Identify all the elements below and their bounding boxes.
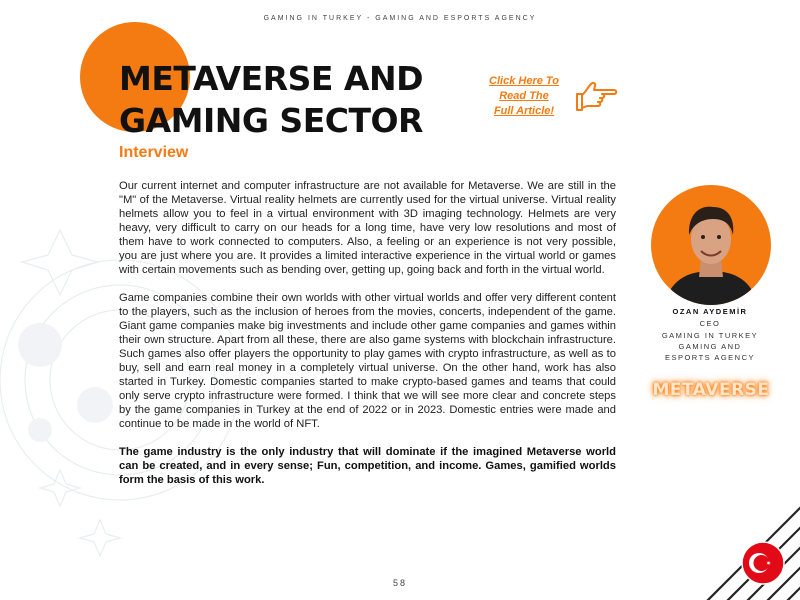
closing-paragraph: The game industry is the only industry that will dominate if the imagined Metaverse world can be created, and in every sense; Fun, competition, and income. Games, gamified worlds form the basis of this work. bbox=[119, 446, 616, 486]
org-line-3: ESPORTS AGENCY bbox=[664, 353, 756, 362]
paragraph-2: Game companies combine their own worlds with other virtual worlds and offer very different content to the players, such as the inclusion of heroes from the movies, concerts, independent of the game. Giant game companies make big investments and include other game companies and games within their own structure. Apart from all these, there are also game systems with blockchain infrastructure. Such games also offer players the opportunity to play games with crypto infrastructure, as well as to buy, sell and earn real money in a completely virtual universe. On the other hand, work has also started in Turkey. Domestic companies started to make crypto-based games and teams that could only serve crypto infrastructure were formed. I think that we will see more clear and concrete steps by the game companies in Turkey at the end of 2022 or in 2023. Domestic entries were made and continue to be made in the world of NFT. bbox=[119, 292, 616, 430]
article-body bbox=[119, 179, 616, 501]
person-organization bbox=[620, 330, 800, 363]
org-line-2: GAMING AND bbox=[678, 342, 742, 351]
pointing-hand-icon[interactable] bbox=[574, 74, 620, 114]
read-article-link[interactable] bbox=[478, 74, 570, 119]
page-title bbox=[119, 58, 459, 142]
page-header: GAMING IN TURKEY - GAMING AND ESPORTS AGENCY bbox=[263, 15, 537, 22]
title-line-2: GAMING SECTOR bbox=[119, 101, 423, 140]
person-portrait-icon bbox=[651, 185, 771, 305]
org-line-1: GAMING IN TURKEY bbox=[661, 331, 759, 340]
metaverse-badge: METAVERSE bbox=[652, 380, 770, 400]
page-number: 58 bbox=[392, 578, 407, 588]
title-line-1: METAVERSE AND bbox=[119, 59, 423, 98]
person-role: CEO bbox=[699, 319, 721, 328]
avatar bbox=[651, 185, 771, 305]
subtitle: Interview bbox=[119, 144, 189, 161]
cta-line-2[interactable]: Read The bbox=[499, 90, 549, 102]
cta-line-1[interactable]: Click Here To bbox=[489, 75, 559, 87]
cta-line-3[interactable]: Full Article! bbox=[493, 105, 555, 117]
person-name: OZAN AYDEMİR bbox=[672, 307, 748, 316]
paragraph-1: Our current internet and computer infrastructure are not available for Metaverse. We are still in the "M" of the Metaverse. Virtual reality helmets are currently used for the virtual universe. Virtual reality helmets allow you to feel in a virtual environment with 3D imaging technology. Helmets are very heavy, very difficult to carry on our heads for a long time, have very low resolutions and most of them have to work connected to computers. Also, a feeling or an experience is not very possible, you are just where you are. It provides a limited interactive experience in the virtual world or games with certain movements such as bending over, getting up, going back and forth in the virtual world. bbox=[119, 180, 616, 276]
